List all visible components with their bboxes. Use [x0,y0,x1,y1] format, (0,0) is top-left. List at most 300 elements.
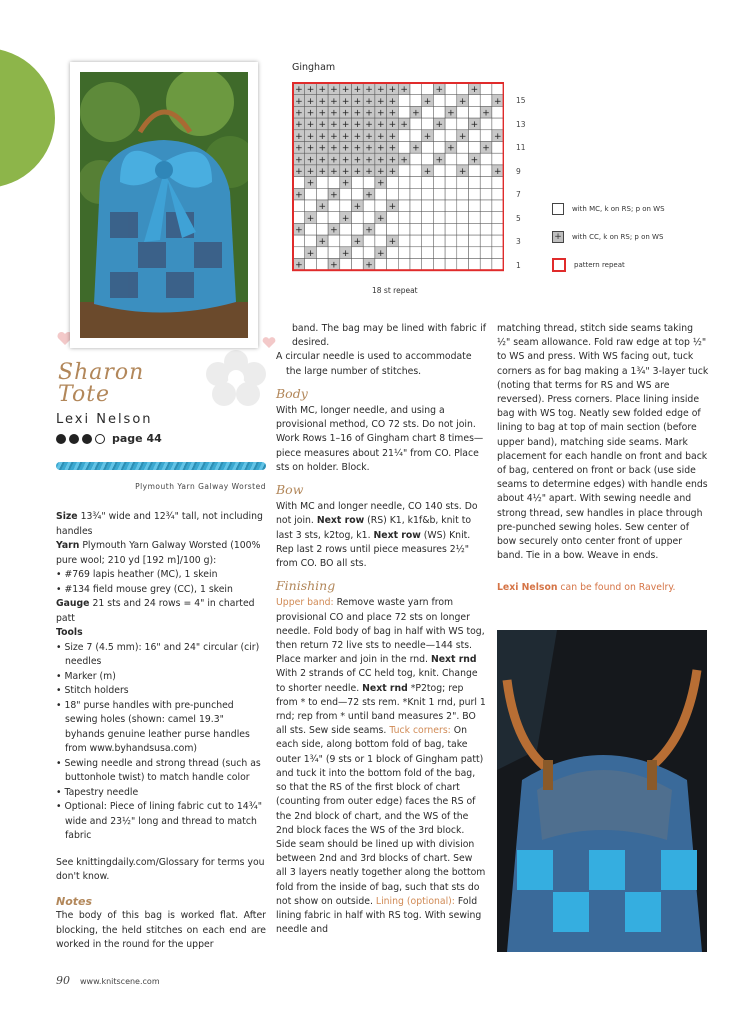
cc-stitch-symbol: + [306,108,315,119]
mc-stitch-cell [433,200,445,212]
cc-stitch-symbol: + [341,166,350,177]
row-number: 13 [516,120,526,129]
mc-stitch-cell [433,142,445,154]
mc-stitch-cell [328,177,340,189]
text-run: Fold lining fabric in half with RS tog. With sewing needle and [276,895,482,936]
section-tab [0,48,55,188]
mc-stitch-cell [445,200,457,212]
mc-stitch-cell [457,106,469,118]
mc-stitch-cell [480,118,492,130]
cc-stitch-symbol: + [423,96,432,107]
mc-stitch-cell [480,83,492,95]
cc-stitch-symbol: + [330,96,338,107]
mc-stitch-cell [433,247,445,259]
mc-stitch-cell [445,165,457,177]
mc-stitch-cell [305,259,317,271]
cc-stitch-symbol: + [341,120,350,131]
text-run: (WS) Knit. Rep last 2 rows until piece measures 2½" from CO. BO all sts. [276,529,471,570]
cc-stitch-symbol: + [318,108,327,119]
cc-stitch-symbol: + [376,108,385,119]
cc-stitch-symbol: + [447,143,455,154]
mc-stitch-cell [469,106,481,118]
mc-stitch-cell [469,130,481,142]
cc-stitch-symbol: + [388,202,397,213]
mc-stitch-cell [410,118,422,130]
cc-stitch-symbol: + [423,166,432,177]
mc-stitch-cell [457,200,469,212]
mc-stitch-cell [352,177,364,189]
skill-dot-filled-icon [69,434,79,444]
list-item: • Optional: Piece of lining fabric cut to 14¾" wide and 23½" long and thread to match fabric [56,801,262,841]
cc-stitch-symbol: + [470,155,479,166]
cc-stitch-symbol: + [376,85,385,96]
cc-stitch-icon: + [552,231,564,243]
mc-stitch-cell [433,212,445,224]
mc-stitch-cell [387,259,399,271]
cc-stitch-symbol: + [376,131,385,142]
cc-stitch-symbol: + [330,85,338,96]
mc-stitch-cell [457,153,469,165]
repeat-caption: 18 st repeat [372,286,418,295]
cc-stitch-symbol: + [493,166,502,177]
cc-stitch-symbol: + [376,248,385,259]
cc-stitch-symbol: + [295,166,303,177]
title-line-2: Tote [58,382,111,407]
mc-stitch-cell [398,142,410,154]
text-run: Remove waste yarn from provisional CO and place 72 sts on longer needle. Fold body of bag in half with WS tog, then return 72 live sts to needle—144 sts. Place marker and join in the rnd. [276,597,485,666]
mc-stitch-cell [445,83,457,95]
cc-stitch-symbol: + [365,155,373,166]
mc-stitch-cell [457,188,469,200]
mc-stitch-cell [445,259,457,271]
mc-stitch-cell [480,212,492,224]
cc-stitch-symbol: + [482,108,490,119]
cc-stitch-symbol: + [295,155,303,166]
footer-website: www.knitscene.com [80,977,160,986]
cc-stitch-symbol: + [318,202,327,213]
instructions-column-3 [497,322,709,596]
mc-stitch-cell [469,212,481,224]
mc-stitch-cell [410,223,422,235]
cc-stitch-symbol: + [376,155,385,166]
cc-stitch-symbol: + [330,166,338,177]
cc-stitch-symbol: + [295,143,303,154]
mc-stitch-cell [328,235,340,247]
cc-stitch-symbol: + [341,248,350,259]
mc-stitch-cell [422,188,434,200]
cc-stitch-symbol: + [330,190,338,201]
mc-stitch-cell [480,259,492,271]
specs-column [56,510,266,953]
row-number: 11 [516,143,526,152]
bow-text [276,500,486,571]
mc-stitch-cell [398,200,410,212]
mc-stitch-cell [492,223,504,235]
cc-stitch-symbol: + [458,131,467,142]
mc-stitch-cell [352,259,364,271]
mc-stitch-cell [469,188,481,200]
cc-stitch-symbol: + [318,155,327,166]
mc-stitch-cell [398,223,410,235]
cc-stitch-symbol: + [353,96,362,107]
mc-stitch-cell [293,177,305,189]
mc-stitch-cell [293,247,305,259]
mc-stitch-cell [457,247,469,259]
mc-stitch-cell [398,188,410,200]
mc-stitch-cell [433,235,445,247]
chart-title: Gingham [292,62,336,73]
mc-stitch-cell [492,177,504,189]
mc-stitch-cell [340,188,352,200]
size-label: Size [56,511,78,522]
cc-stitch-symbol: + [482,143,490,154]
chart-row-numbers [516,82,536,272]
cc-stitch-symbol: + [330,131,338,142]
mc-stitch-cell [305,188,317,200]
mc-stitch-cell [445,130,457,142]
text-run: On each side, along bottom fold of bag, take outer 1¾" (9 sts or 1 block of Gingham patt) and tuck it into the bottom fold of the bag, so that the RS of the first block of chart (counting from outer edge) faces the RS of the 2nd block of chart, and the WS of the 2nd block faces the WS of the 3rd block. Side seam should be lined up with division between 2nd and 3rd blocks of chart. Sew all 3 layers neatly together along the bottom fold from the inside of bag, such that sts do not show on outside. [276,725,486,907]
mc-stitch-cell [469,95,481,107]
cc-stitch-symbol: + [318,166,327,177]
list-item: • Stitch holders [56,685,129,696]
cc-stitch-symbol: + [400,155,408,166]
mc-stitch-cell [445,188,457,200]
cc-stitch-symbol: + [353,131,362,142]
cc-stitch-symbol: + [295,96,303,107]
cc-stitch-symbol: + [365,260,373,271]
cc-stitch-symbol: + [330,108,338,119]
intro-text: band. The bag may be lined with fabric if desired. [292,323,486,349]
skill-dot-filled-icon [56,434,66,444]
list-item: • Size 7 (4.5 mm): 16" and 24" circular (cir) needles [56,641,260,667]
text-run: With MC and longer needle, CO 140 sts. Do not join. [276,501,478,527]
intro-text: A circular needle is used to accommodate the large number of stitches. [276,351,472,377]
size-text: 13¾" wide and 12¾" tall, not including handles [56,511,263,537]
cc-stitch-symbol: + [295,225,303,236]
mc-stitch-cell [363,212,375,224]
mc-stitch-cell [480,95,492,107]
text-run: Lexi Nelson [497,582,558,594]
mc-stitch-cell [457,223,469,235]
mc-stitch-cell [422,153,434,165]
pattern-repeat-icon [552,258,566,272]
cc-stitch-symbol: + [365,120,373,131]
mc-stitch-cell [469,165,481,177]
cc-stitch-symbol: + [330,225,338,236]
mc-stitch-cell [492,200,504,212]
cc-stitch-symbol: + [412,108,420,119]
mc-stitch-cell [492,235,504,247]
mc-stitch-cell [410,259,422,271]
cc-stitch-symbol: + [318,237,327,248]
mc-stitch-cell [433,95,445,107]
mc-stitch-cell [410,177,422,189]
cc-stitch-symbol: + [376,213,385,224]
finishing-text [276,596,486,937]
cc-stitch-symbol: + [341,178,350,189]
cc-stitch-symbol: + [295,120,303,131]
mc-stitch-cell [398,259,410,271]
pattern-title [58,362,144,406]
mc-stitch-cell [469,259,481,271]
cc-stitch-symbol: + [306,96,315,107]
mc-stitch-cell [316,223,328,235]
mc-stitch-cell [340,223,352,235]
designer-credit [497,581,709,595]
mc-stitch-cell [422,247,434,259]
list-item: • 18" purse handles with pre-punched sewing holes (shown: camel 19.3" byhands genuine leather purse handles from www.byhandsusa.com) [56,699,250,754]
mc-stitch-cell [375,223,387,235]
mc-stitch-cell [375,200,387,212]
mc-stitch-cell [328,212,340,224]
mc-stitch-cell [469,235,481,247]
cc-stitch-symbol: + [388,96,397,107]
mc-stitch-cell [433,165,445,177]
legend-label: pattern repeat [574,261,625,269]
yarn-swatch [56,462,266,470]
mc-stitch-cell [316,212,328,224]
mc-stitch-cell [340,200,352,212]
list-item: • Marker (m) [56,670,116,682]
bag-detail-photo [497,630,707,952]
skill-dot-empty-icon [95,434,105,444]
mc-stitch-cell [457,212,469,224]
cc-stitch-symbol: + [365,190,373,201]
cc-stitch-symbol: + [353,120,362,131]
cc-stitch-symbol: + [306,178,315,189]
mc-stitch-cell [445,223,457,235]
mc-stitch-cell [316,259,328,271]
text-run: Tuck corners: [389,725,451,737]
heart-icon [262,336,276,350]
cc-stitch-symbol: + [353,155,362,166]
cc-stitch-symbol: + [330,260,338,271]
page-footer [56,974,160,987]
cc-stitch-symbol: + [306,143,315,154]
text-run: Next rnd [430,654,477,666]
cc-stitch-symbol: + [318,85,327,96]
mc-stitch-cell [433,106,445,118]
glossary-note: See knittingdaily.com/Glossary for terms you don't know. [56,856,265,882]
mc-stitch-cell [398,130,410,142]
cc-stitch-symbol: + [376,178,385,189]
mc-stitch-cell [293,235,305,247]
mc-stitch-cell [316,247,328,259]
page-number: 90 [56,974,70,987]
cc-stitch-symbol: + [306,166,315,177]
tote-detail-image [497,630,707,952]
mc-stitch-cell [340,259,352,271]
list-item: • Sewing needle and strong thread (such as buttonhole twist) to match handle color [56,757,261,783]
mc-stitch-cell [422,118,434,130]
mc-stitch-cell [410,188,422,200]
list-item: • Tapestry needle [56,786,139,798]
mc-stitch-cell [422,83,434,95]
cc-stitch-symbol: + [306,155,315,166]
mc-stitch-cell [398,95,410,107]
mc-stitch-cell [457,235,469,247]
cc-stitch-symbol: + [458,166,467,177]
mc-stitch-cell [433,130,445,142]
mc-stitch-cell [480,165,492,177]
mc-stitch-cell [480,130,492,142]
cc-stitch-symbol: + [341,143,350,154]
cc-stitch-symbol: + [353,166,362,177]
row-number: 15 [516,96,526,105]
mc-stitch-cell [293,212,305,224]
text-run: Next row [316,515,365,527]
mc-stitch-cell [469,177,481,189]
mc-stitch-cell [398,177,410,189]
cc-stitch-symbol: + [388,143,397,154]
cc-stitch-symbol: + [306,85,315,96]
gingham-chart [292,82,504,276]
cc-stitch-symbol: + [412,143,420,154]
cc-stitch-symbol: + [318,120,327,131]
tools-label: Tools [56,627,83,638]
row-number: 3 [516,237,521,246]
mc-stitch-cell [469,200,481,212]
mc-stitch-cell [492,142,504,154]
cc-stitch-symbol: + [376,166,385,177]
mc-stitch-cell [457,118,469,130]
mc-stitch-cell [422,200,434,212]
cc-stitch-symbol: + [423,131,432,142]
cc-stitch-symbol: + [306,120,315,131]
mc-stitch-cell [398,247,410,259]
mc-stitch-cell [375,259,387,271]
mc-stitch-cell [387,223,399,235]
cc-stitch-symbol: + [295,190,303,201]
text-run: Lining (optional): [375,895,455,907]
cc-stitch-symbol: + [353,85,362,96]
mc-stitch-cell [410,165,422,177]
title-line-1: Sharon [58,360,145,385]
cc-stitch-symbol: + [341,155,350,166]
cc-stitch-symbol: + [493,96,502,107]
mc-stitch-cell [316,177,328,189]
cc-stitch-symbol: + [295,131,303,142]
cc-stitch-symbol: + [470,85,479,96]
gauge-label: Gauge [56,598,90,609]
mc-stitch-cell [433,259,445,271]
text-run: Next rnd [362,682,408,694]
mc-stitch-cell [445,235,457,247]
mc-stitch-cell [445,95,457,107]
mc-stitch-cell [422,235,434,247]
mc-stitch-cell [422,259,434,271]
cc-stitch-symbol: + [353,143,362,154]
cc-stitch-symbol: + [376,143,385,154]
page-reference: page 44 [112,432,162,445]
mc-stitch-cell [410,83,422,95]
mc-stitch-cell [293,200,305,212]
mc-stitch-cell [375,235,387,247]
mc-stitch-cell [469,142,481,154]
cc-stitch-symbol: + [318,131,327,142]
row-number: 1 [516,261,521,270]
mc-stitch-cell [433,177,445,189]
chart-legend [552,202,665,286]
mc-stitch-cell [457,83,469,95]
cc-stitch-symbol: + [341,96,350,107]
mc-stitch-cell [480,153,492,165]
cc-stitch-symbol: + [435,85,444,96]
skill-level [56,432,162,445]
designer-name: Lexi Nelson [56,412,153,427]
cc-stitch-symbol: + [341,213,350,224]
cc-stitch-symbol: + [470,120,479,131]
mc-stitch-cell [422,106,434,118]
cc-stitch-symbol: + [447,108,455,119]
cc-stitch-symbol: + [388,85,397,96]
mc-stitch-cell [469,223,481,235]
cc-stitch-symbol: + [388,120,397,131]
mc-stitch-cell [363,177,375,189]
mc-stitch-cell [387,188,399,200]
mc-stitch-cell [305,235,317,247]
mc-stitch-cell [410,130,422,142]
mc-stitch-cell [410,247,422,259]
mc-stitch-cell [422,142,434,154]
yarn-caption: Plymouth Yarn Galway Worsted [135,482,266,491]
mc-stitch-cell [445,247,457,259]
mc-stitch-cell [469,247,481,259]
mc-stitch-cell [492,259,504,271]
cc-stitch-symbol: + [353,202,362,213]
mc-stitch-cell [305,200,317,212]
finishing-continued-text: matching thread, stitch side seams taking ½" seam allowance. Fold raw edge at top ½" to WS and press. With WS facing out, tuck corners as for bag making a 1¾" 3-layer tuck (noting that terms for RS and WS are reversed). Press corners. Place lining inside bag with WS tog. Neatly sew folded edge of lining to bag at top of main section (before upper band), matching side seams. Mark placement for each handle on front and back of bag, centered on front or back (use side seams to determine edges) with handle ends about 4½" apart. With sewing needle and strong thread, sew handles in place through pre-punched sewing holes. Sew center of bow securely onto center front of upper band. Tie in a bow. Weave in ends. [497,323,709,562]
mc-stitch-cell [387,177,399,189]
mc-stitch-cell [375,188,387,200]
mc-stitch-cell [492,188,504,200]
mc-stitch-cell [363,247,375,259]
mc-stitch-cell [445,153,457,165]
row-number: 9 [516,167,521,176]
cc-stitch-symbol: + [341,108,350,119]
section-heading-bow: Bow [276,482,304,498]
bag-photo [70,62,258,348]
cc-stitch-symbol: + [330,120,338,131]
cc-stitch-symbol: + [435,155,444,166]
text-run: *P2tog; rep from * to end—72 sts rem. *Knit 1 rnd, purl 1 rnd; rep from * until band measures 2". BO all sts. Sew side seams. [276,682,486,737]
cc-stitch-symbol: + [306,213,315,224]
list-item: • #134 field mouse grey (CC), 1 skein [56,583,233,595]
cc-stitch-symbol: + [400,120,408,131]
mc-stitch-cell [363,200,375,212]
mc-stitch-cell [398,106,410,118]
cc-stitch-symbol: + [341,131,350,142]
cc-stitch-symbol: + [365,143,373,154]
cc-stitch-symbol: + [435,120,444,131]
cc-stitch-symbol: + [388,237,397,248]
mc-stitch-cell [398,212,410,224]
cc-stitch-symbol: + [295,260,303,271]
legend-cc [552,230,665,244]
mc-stitch-cell [410,200,422,212]
mc-stitch-cell [492,83,504,95]
cc-stitch-symbol: + [400,85,408,96]
list-item: • #769 lapis heather (MC), 1 skein [56,569,218,580]
gauge-text: 21 sts and 24 rows = 4" in charted patt [56,598,255,624]
mc-stitch-cell [480,188,492,200]
cc-stitch-symbol: + [318,143,327,154]
mc-stitch-cell [445,177,457,189]
cc-stitch-symbol: + [388,108,397,119]
notes-text: The body of this bag is worked flat. After blocking, the held stitches on each end are worked in the round for the upper [56,910,266,950]
mc-stitch-cell [445,212,457,224]
row-number: 7 [516,190,521,199]
